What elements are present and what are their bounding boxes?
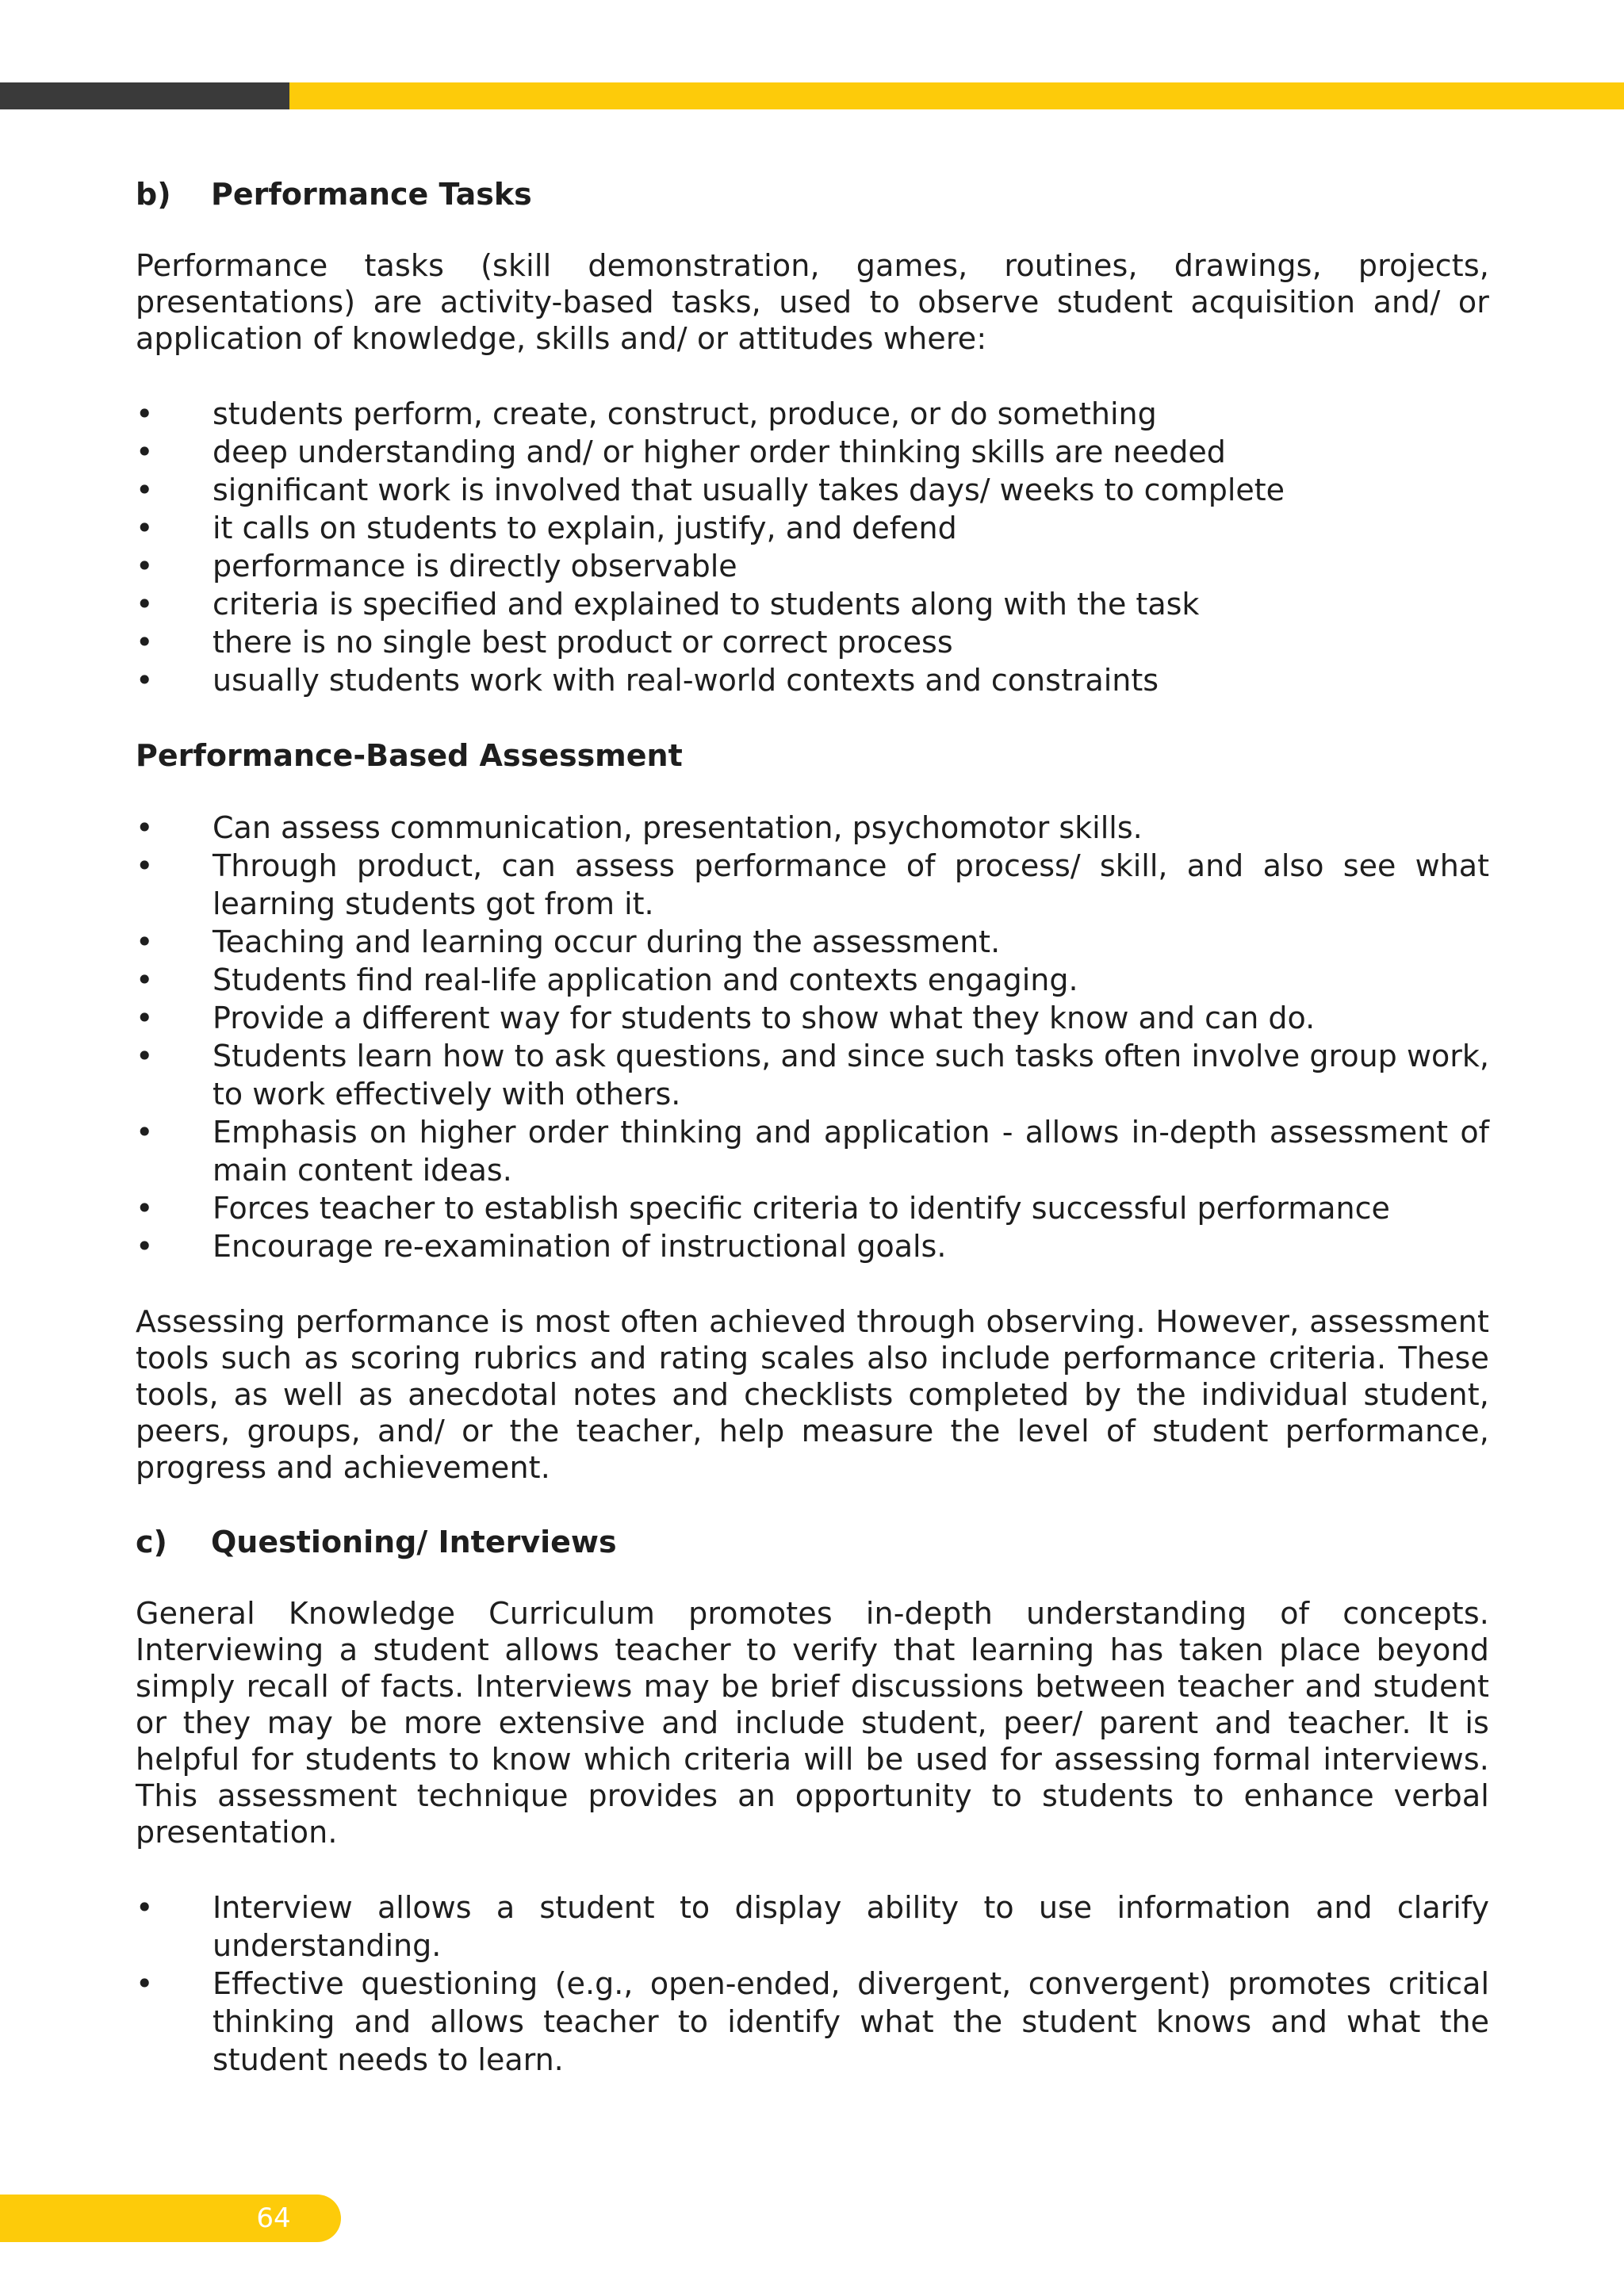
section-b-title: Performance Tasks — [211, 177, 532, 212]
section-b-bullet-list — [136, 395, 1489, 699]
list-item: • Encourage re-examination of instructional goals. — [136, 1229, 947, 1264]
pba-closing-paragraph: Assessing performance is most often achieved through observing. However, assessment tools such as scoring rubrics and rating scales also include performance criteria. These tools, as well as anecdotal notes and checklists completed by the individual student, peers, groups, and/ or the teacher, help measure the level of student performance, progress and achievement. — [136, 1304, 1489, 1485]
header-bar-dark — [0, 82, 289, 109]
list-item: • Provide a different way for students to show what they know and can do. — [136, 1001, 1316, 1035]
list-item: • significant work is involved that usually takes days/ weeks to complete — [136, 473, 1285, 507]
list-item: • Teaching and learning occur during the assessment. — [136, 924, 1001, 959]
bullet-icon: • — [136, 1191, 154, 1226]
bullet-icon: • — [136, 549, 154, 584]
list-item: • criteria is specified and explained to students along with the task — [136, 587, 1200, 622]
list-item: • usually students work with real-world contexts and constraints — [136, 663, 1159, 698]
list-item: • Students learn how to ask questions, and since such tasks often involve group work, to work effectively with others. — [136, 1039, 1489, 1112]
section-b-number: b) — [136, 177, 171, 212]
list-item: • Through product, can assess performance of process/ skill, and also see what learning students got from it. — [136, 848, 1489, 921]
bullet-icon: • — [136, 396, 154, 431]
bullet-icon: • — [136, 663, 154, 698]
section-b-heading — [136, 176, 1489, 212]
bullet-icon: • — [136, 1001, 154, 1035]
section-c-bullet-list — [136, 1888, 1489, 2079]
pba-heading: Performance-Based Assessment — [136, 738, 683, 773]
bullet-icon: • — [136, 511, 154, 545]
pba-bullet-list — [136, 809, 1489, 1265]
bullet-icon: • — [136, 924, 154, 959]
bullet-icon: • — [136, 848, 154, 883]
bullet-icon: • — [136, 434, 154, 469]
section-c-intro: General Knowledge Curriculum promotes in-depth understanding of concepts. Interviewing a student allows teacher to verify that learning has taken place beyond simply recall of facts. Interviews may be brief discussions between teacher and student or they may be more extensive and include student, peer/ parent and teacher. It is helpful for students to know which criteria will be used for assessing formal interviews. This assessment technique provides an opportunity to students to enhance verbal presentation. — [136, 1596, 1489, 1850]
list-item: • Forces teacher to establish specific criteria to identify successful performance — [136, 1191, 1390, 1226]
bullet-icon: • — [136, 473, 154, 507]
bullet-icon: • — [136, 1890, 154, 1925]
bullet-icon: • — [136, 1229, 154, 1264]
bullet-icon: • — [136, 1115, 154, 1150]
list-item: • Can assess communication, presentation, psychomotor skills. — [136, 810, 1143, 845]
list-item: • Effective questioning (e.g., open-ended, divergent, convergent) promotes critical thinking and allows teacher to identify what the student knows and what the student needs to learn. — [136, 1966, 1489, 2077]
list-item: • Emphasis on higher order thinking and application - allows in-depth assessment of main content ideas. — [136, 1115, 1489, 1188]
list-item: • deep understanding and/ or higher order thinking skills are needed — [136, 434, 1226, 469]
bullet-icon: • — [136, 1966, 154, 2001]
header-bar-yellow — [289, 82, 1624, 109]
list-item: • there is no single best product or correct process — [136, 625, 953, 660]
list-item: • it calls on students to explain, justify, and defend — [136, 511, 957, 545]
section-c-number: c) — [136, 1525, 167, 1559]
section-b-intro: Performance tasks (skill demonstration, games, routines, drawings, projects, presentations) are activity-based tasks, used to observe student acquisition and/ or application of knowledge, skills and/ or attitudes where: — [136, 248, 1489, 356]
bullet-icon: • — [136, 810, 154, 845]
page-number: 64 — [256, 2202, 291, 2234]
list-item: • Interview allows a student to display ability to use information and clarify understanding. — [136, 1890, 1489, 1963]
page-content — [136, 176, 1489, 2117]
bullet-icon: • — [136, 587, 154, 622]
list-item: • students perform, create, construct, produce, or do something — [136, 396, 1157, 431]
bullet-icon: • — [136, 1039, 154, 1073]
bullet-icon: • — [136, 962, 154, 997]
section-c-title: Questioning/ Interviews — [211, 1525, 617, 1559]
list-item: • Students find real-life application and contexts engaging. — [136, 962, 1078, 997]
list-item: • performance is directly observable — [136, 549, 737, 584]
bullet-icon: • — [136, 625, 154, 660]
section-c-heading — [136, 1524, 1489, 1560]
